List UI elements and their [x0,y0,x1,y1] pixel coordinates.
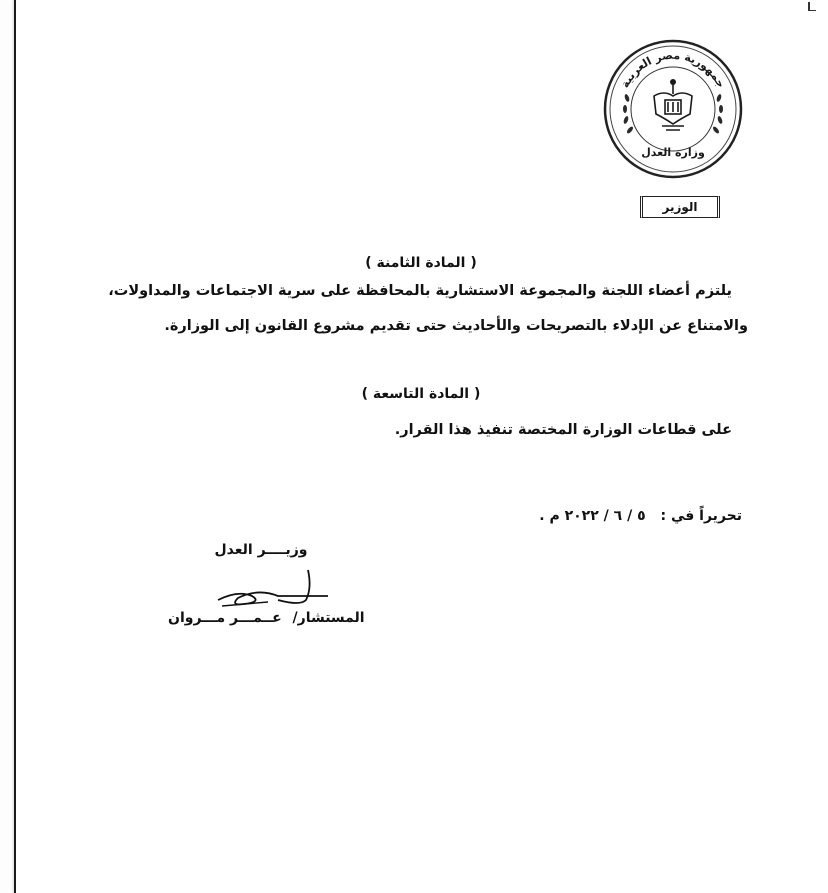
minister-title-box: الوزير [640,196,720,218]
article-9-heading: ( المادة التاسعة ) [361,386,481,402]
handwritten-signature [208,566,348,612]
signatory-title: وزيــــر العدل [214,542,308,558]
ministry-seal-graphic [602,38,744,180]
issue-date-label: تحريراً في : [660,508,742,524]
ministry-seal [602,38,744,180]
page-corner-mark [808,2,816,11]
seal-ministry-text: وزارة العدل [641,146,705,159]
article-8-line-1: يلتزم أعضاء اللجنة والمجموعة الاستشارية بالمحافظة على سرية الاجتماعات والمداولات، [108,283,732,299]
seal-ring-text: جمهورية مصر العربية [618,48,728,91]
article-9-line-1: على قطاعات الوزارة المختصة تنفيذ هذا القرار. [394,422,732,438]
issue-date-value: ٥ / ٦ / ٢٠٢٢ م . [539,508,646,524]
signatory-name-value: عــمـــر مـــروان [168,610,282,626]
article-8-heading: ( المادة الثامنة ) [365,255,477,271]
signatory-name-label: المستشار/ [292,610,365,626]
issue-date [539,508,742,524]
signatory-name [168,610,365,626]
article-8-line-2: والامتناع عن الإدلاء بالتصريحات والأحاديث حتى تقديم مشروع القانون إلى الوزارة. [164,318,748,334]
